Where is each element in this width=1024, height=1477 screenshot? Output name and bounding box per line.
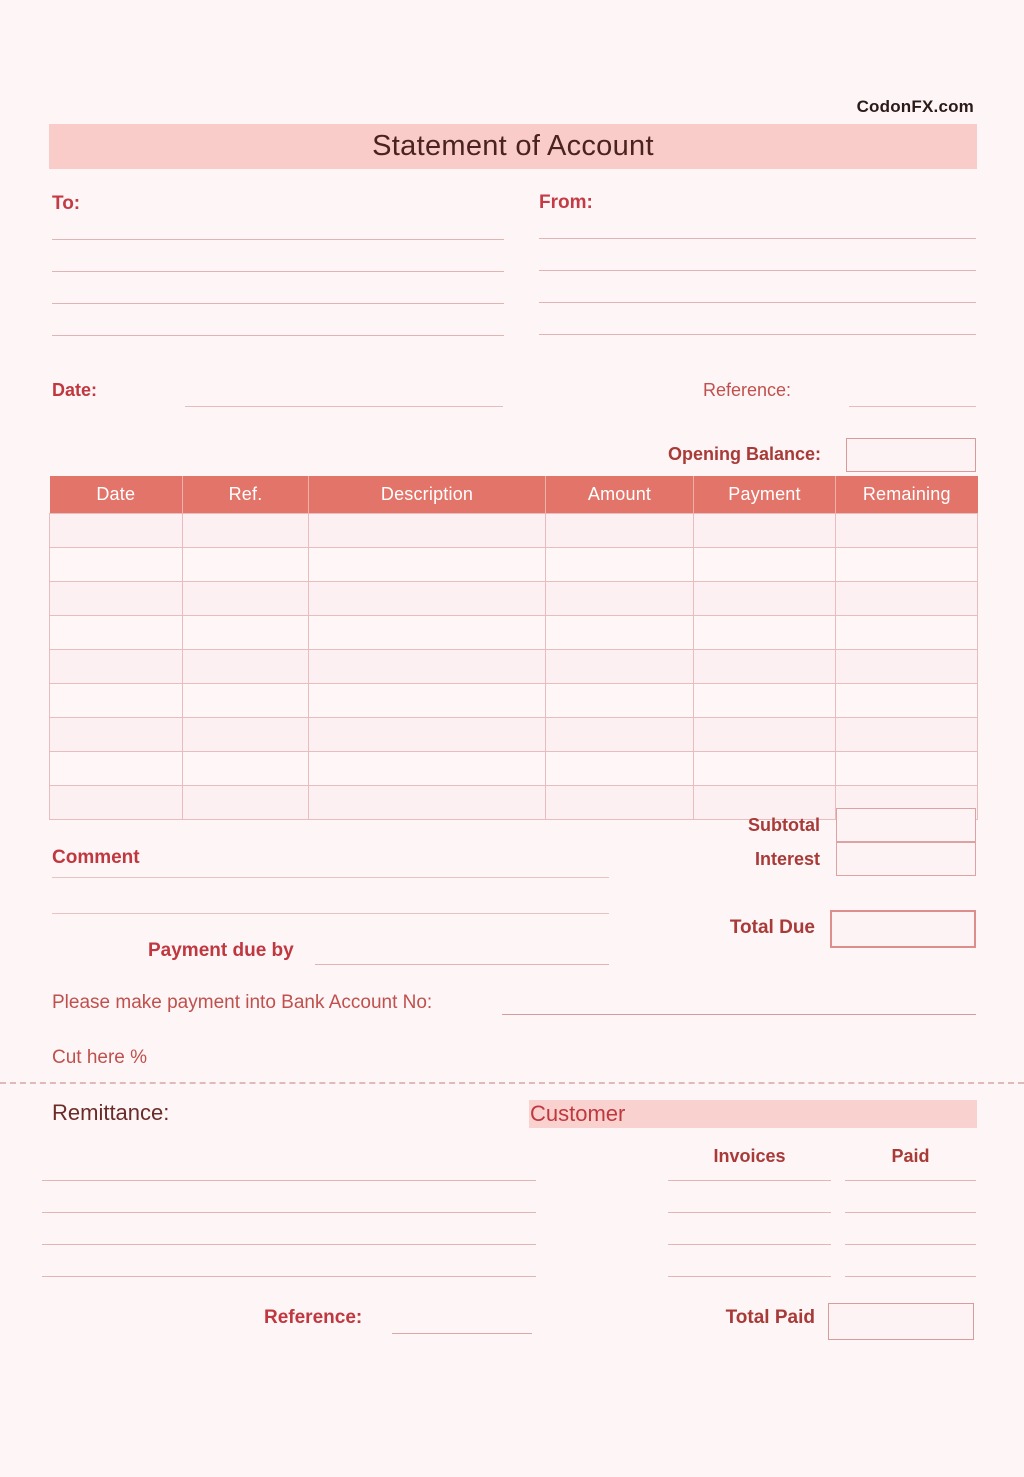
ledger-cell-remaining[interactable] [836,684,978,718]
ledger-table [49,476,978,820]
remittance-address-lines [42,1180,536,1308]
interest-label: Interest [754,849,820,869]
ledger-cell-amount[interactable] [546,548,694,582]
to-block [52,193,504,367]
bank-account-label: Please make payment into Bank Account No: [52,992,433,1013]
ledger-cell-date[interactable] [50,514,183,548]
interest-input[interactable] [836,842,976,876]
date-label: Date: [52,380,98,400]
table-row [50,548,978,582]
reference-label: Reference: [703,380,792,400]
total-due-label: Total Due [729,917,815,938]
comment-label: Comment [52,847,140,868]
ledger-cell-remaining[interactable] [836,718,978,752]
invoice-line-1[interactable] [668,1180,831,1181]
invoice-line-2[interactable] [668,1212,831,1213]
ledger-cell-ref[interactable] [183,752,309,786]
ledger-cell-ref[interactable] [183,582,309,616]
from-address-line-3[interactable] [539,302,976,303]
ledger-cell-description[interactable] [309,616,546,650]
table-row [50,582,978,616]
paid-line-2[interactable] [845,1212,976,1213]
customer-label: Customer [530,1101,626,1126]
ledger-cell-description[interactable] [309,718,546,752]
remittance-line-4[interactable] [42,1276,536,1277]
ledger-cell-amount[interactable] [546,718,694,752]
to-label: To: [52,193,81,214]
subtotal-label: Subtotal [748,815,820,835]
opening-balance-input[interactable] [846,438,976,472]
brand-logo: CodonFX.com [856,97,974,116]
cut-line-divider [0,1082,1024,1084]
ledger-cell-date[interactable] [50,582,183,616]
ledger-cell-date[interactable] [50,548,183,582]
from-address-line-2[interactable] [539,270,976,271]
ledger-cell-ref[interactable] [183,616,309,650]
ledger-cell-payment[interactable] [694,752,836,786]
ledger-col-payment: Payment [694,476,836,514]
page-title-band [49,124,977,169]
from-block [539,192,976,366]
ledger-cell-description[interactable] [309,548,546,582]
ledger-cell-payment[interactable] [694,616,836,650]
ledger-cell-ref[interactable] [183,718,309,752]
table-row [50,752,978,786]
ledger-cell-remaining[interactable] [836,514,978,548]
ledger-col-date: Date [50,476,183,514]
from-address-lines [539,238,976,335]
total-due-input[interactable] [830,910,976,948]
ledger-col-remaining: Remaining [836,476,978,514]
paid-entry-lines [845,1180,976,1308]
paid-line-1[interactable] [845,1180,976,1181]
to-address-line-1[interactable] [52,239,504,240]
ledger-cell-amount[interactable] [546,514,694,548]
ledger-cell-date[interactable] [50,786,183,820]
ledger-cell-ref[interactable] [183,786,309,820]
ledger-cell-payment[interactable] [694,582,836,616]
payment-due-by-label: Payment due by [148,940,294,961]
table-row [50,616,978,650]
subtotal-input[interactable] [836,808,976,842]
ledger-cell-description[interactable] [309,514,546,548]
remittance-reference-input[interactable] [392,1333,532,1334]
paid-line-4[interactable] [845,1276,976,1277]
ledger-cell-description[interactable] [309,582,546,616]
paid-line-3[interactable] [845,1244,976,1245]
ledger-cell-date[interactable] [50,718,183,752]
ledger-cell-date[interactable] [50,684,183,718]
ledger-cell-ref[interactable] [183,548,309,582]
ledger-cell-remaining[interactable] [836,582,978,616]
ledger-cell-ref[interactable] [183,684,309,718]
remittance-line-3[interactable] [42,1244,536,1245]
from-address-line-4[interactable] [539,334,976,335]
ledger-cell-amount[interactable] [546,616,694,650]
opening-balance-label: Opening Balance: [668,444,822,464]
remittance-line-1[interactable] [42,1180,536,1181]
cut-here-label: Cut here % [52,1047,148,1068]
ledger-cell-payment[interactable] [694,514,836,548]
invoice-line-4[interactable] [668,1276,831,1277]
ledger-cell-remaining[interactable] [836,616,978,650]
total-paid-label: Total Paid [725,1307,815,1328]
remittance-label: Remittance: [52,1100,170,1125]
from-label: From: [539,192,593,213]
to-address-line-2[interactable] [52,271,504,272]
ledger-cell-amount[interactable] [546,684,694,718]
ledger-cell-date[interactable] [50,650,183,684]
ledger-cell-description[interactable] [309,786,546,820]
remittance-reference-label: Reference: [264,1307,363,1328]
to-address-lines [52,239,504,336]
ledger-cell-description[interactable] [309,650,546,684]
ledger-cell-payment[interactable] [694,684,836,718]
ledger-body [50,514,978,820]
ledger-cell-description[interactable] [309,752,546,786]
ledger-cell-amount[interactable] [546,650,694,684]
to-address-line-3[interactable] [52,303,504,304]
reference-input[interactable] [849,406,976,407]
to-address-line-4[interactable] [52,335,504,336]
invoice-line-3[interactable] [668,1244,831,1245]
ledger-cell-payment[interactable] [694,548,836,582]
ledger-cell-amount[interactable] [546,752,694,786]
ledger-cell-description[interactable] [309,684,546,718]
ledger-header-row [50,476,978,514]
ledger-cell-amount[interactable] [546,582,694,616]
ledger-cell-date[interactable] [50,616,183,650]
table-row [50,718,978,752]
ledger-cell-remaining[interactable] [836,650,978,684]
comment-line-2[interactable] [52,913,609,914]
invoices-entry-lines [668,1180,831,1308]
ledger-col-amount: Amount [546,476,694,514]
total-paid-input[interactable] [828,1303,974,1340]
ledger-col-ref: Ref. [183,476,309,514]
ledger-cell-ref[interactable] [183,514,309,548]
comment-line-1[interactable] [52,877,609,878]
ledger-cell-payment[interactable] [694,650,836,684]
payment-due-by-input[interactable] [315,964,609,965]
ledger-col-description: Description [309,476,546,514]
date-input[interactable] [185,406,503,407]
bank-account-input[interactable] [502,1014,976,1015]
from-address-line-1[interactable] [539,238,976,239]
ledger-cell-ref[interactable] [183,650,309,684]
paid-column-label: Paid [891,1146,930,1166]
invoices-column-label: Invoices [713,1146,786,1166]
ledger-cell-payment[interactable] [694,718,836,752]
table-row [50,684,978,718]
page-title: Statement of Account [372,130,654,162]
ledger-cell-remaining[interactable] [836,548,978,582]
table-row [50,514,978,548]
table-row [50,650,978,684]
ledger-cell-date[interactable] [50,752,183,786]
remittance-line-2[interactable] [42,1212,536,1213]
ledger-cell-remaining[interactable] [836,752,978,786]
